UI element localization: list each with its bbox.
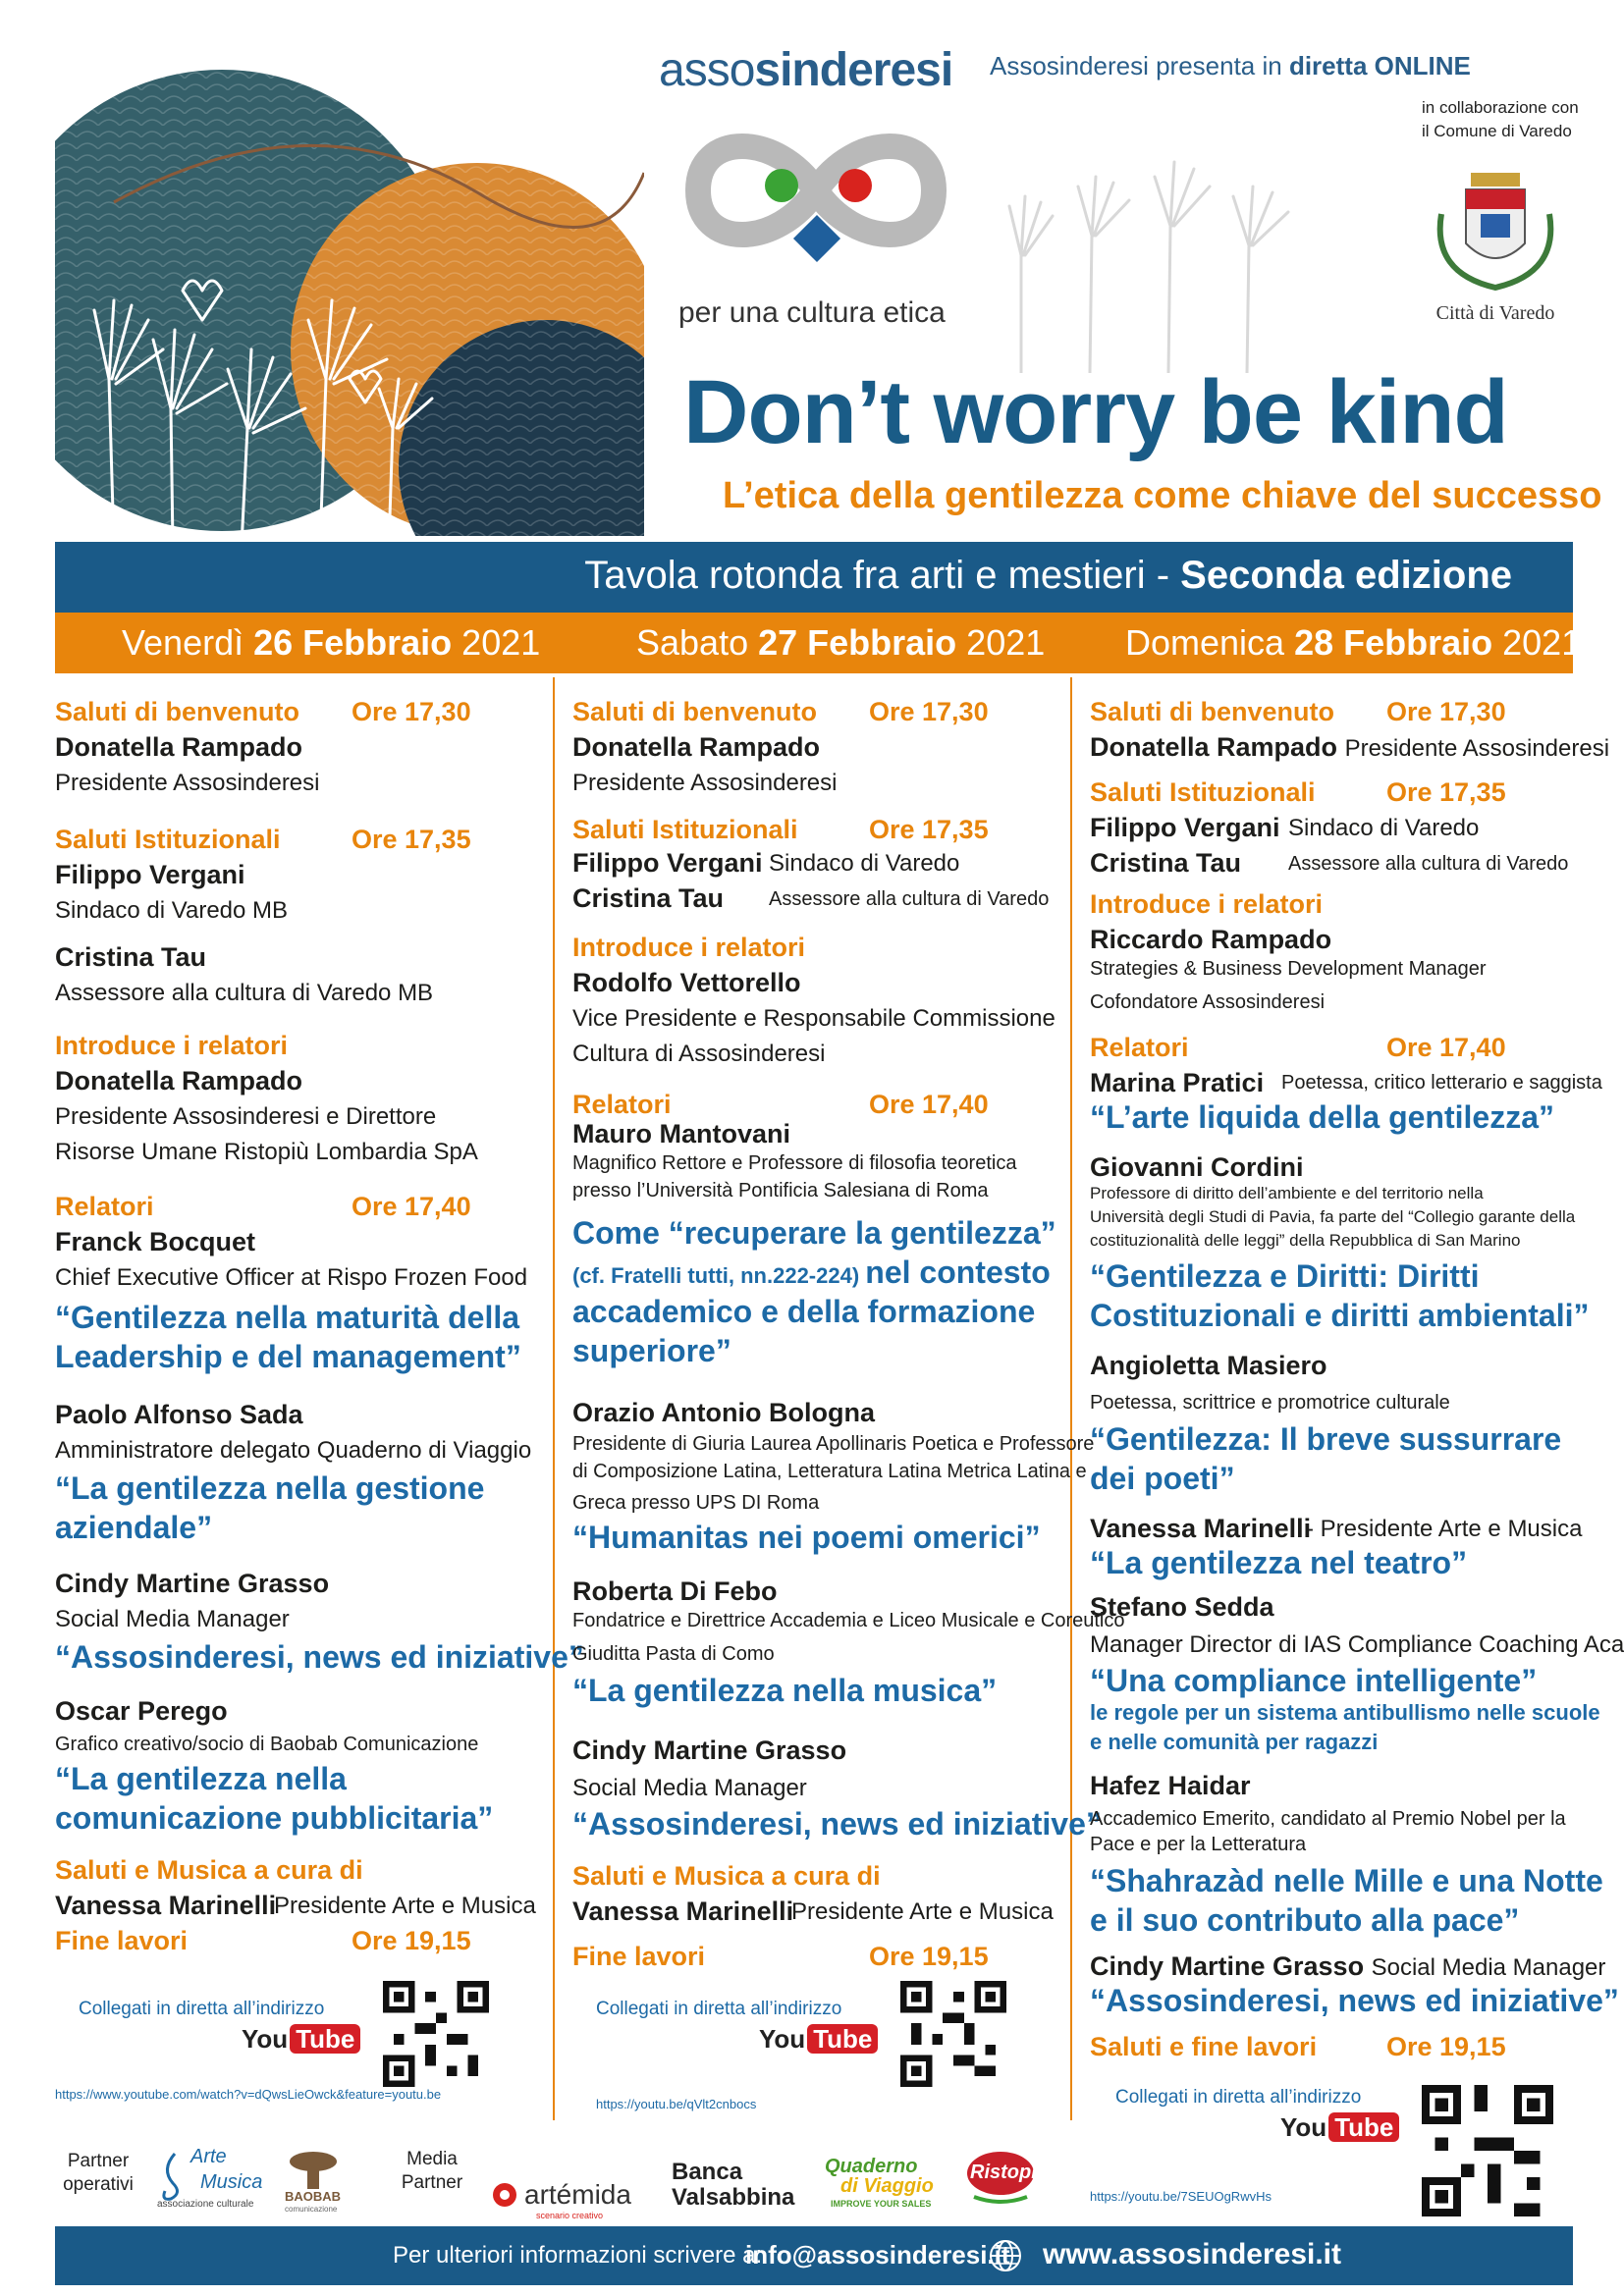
footer-info-text: Per ulteriori informazioni scrivere a: [393, 2242, 763, 2269]
time-label: Ore 17,35 [869, 815, 989, 844]
time-label: Ore 17,30 [352, 697, 471, 726]
speaker-role: Magnifico Rettore e Professore di filosofia teoretica [572, 1152, 1017, 1174]
hands-illustration [55, 55, 644, 575]
talk-title: “Una compliance intelligente” [1090, 1663, 1538, 1698]
talk-subtitle: e nelle comunità per ragazzi [1090, 1730, 1379, 1754]
musica-text: Musica [200, 2171, 263, 2193]
talk-title: “La gentilezza nella [55, 1761, 347, 1796]
day-2: Sabato 27 Febbraio 2021 [636, 622, 1046, 663]
ristopiu-text: Ristopiù [970, 2162, 1049, 2183]
talk-title: Come “recuperare la gentilezza” [572, 1215, 1056, 1251]
citta-di-varedo: Città di Varedo [1435, 302, 1555, 324]
talk-title-part: nel contesto [865, 1255, 1051, 1290]
day-1: Venerdì 26 Febbraio 2021 [122, 622, 541, 663]
speaker-role: Amministratore delegato Quaderno di Viaggio [55, 1437, 532, 1464]
speaker-role: Greca presso UPS DI Roma [572, 1492, 820, 1514]
speaker-name: Riccardo Rampado [1090, 925, 1332, 954]
youtube-you: You [759, 2024, 806, 2054]
speaker-role: Sindaco di Varedo [1288, 815, 1480, 841]
speaker-name: Orazio Antonio Bologna [572, 1398, 875, 1427]
collaboration-note [1422, 96, 1579, 143]
section-label: Saluti e Musica a cura di [572, 1861, 881, 1891]
speaker-name: Donatella Rampado [55, 732, 303, 762]
section-label: Saluti di benvenuto [1090, 697, 1335, 726]
speaker-name: Cindy Martine Grasso [55, 1569, 330, 1598]
footer-email-link[interactable]: info@assosinderesi.it [745, 2240, 1010, 2269]
talk-title: superiore” [572, 1333, 731, 1368]
youtube-tube: Tube [1328, 2112, 1399, 2142]
speaker-name: Cristina Tau [572, 883, 725, 913]
section-label: Saluti di benvenuto [572, 697, 818, 726]
speaker-name: Cindy Martine Grasso [572, 1735, 847, 1765]
youtube-you: You [242, 2024, 289, 2054]
talk-title: “La gentilezza nella gestione [55, 1470, 485, 1506]
partner-label-line: operativi [63, 2174, 134, 2195]
youtube-tube: Tube [290, 2024, 360, 2054]
column-divider [553, 677, 555, 2120]
talk-title [572, 1253, 1051, 1296]
collab-line-2: il Comune di Varedo [1422, 122, 1572, 140]
youtube-url[interactable]: https://www.youtube.com/watch?v=dQwsLieOwck&feature=youtu.be [55, 2087, 442, 2102]
collab-line-1: in collaborazione con [1422, 98, 1579, 117]
edition-band [55, 542, 1573, 613]
talk-title: Leadership e del management” [55, 1339, 521, 1374]
speaker-role: Presidente Assosinderesi e Direttore [55, 1103, 437, 1130]
time-label: Ore 17,35 [1386, 777, 1506, 807]
speaker-role: Presidente Assosinderesi [572, 770, 838, 796]
days-band [55, 613, 1582, 673]
talk-title: accademico e della formazione [572, 1294, 1036, 1329]
talk-subtitle: le regole per un sistema antibullismo nelle scuole [1090, 1700, 1600, 1725]
time-label: Ore 17,40 [1386, 1033, 1506, 1062]
speaker-role: Pace e per la Letteratura [1090, 1834, 1307, 1855]
live-link-label: Collegati in diretta all’indirizzo [1115, 2087, 1362, 2108]
talk-title: “Shahrazàd nelle Mille e una Notte [1090, 1863, 1603, 1898]
assosinderesi-logo [659, 43, 983, 329]
speaker-name: Donatella Rampado [55, 1066, 303, 1095]
section-label: Saluti Istituzionali [1090, 777, 1316, 807]
speaker-name: Vanessa Marinelli [572, 1896, 794, 1926]
time-label: Ore 17,40 [869, 1090, 989, 1119]
quaderno-di-viaggio-logo [821, 2148, 943, 2213]
time-label: Ore 19,15 [352, 1926, 471, 1955]
ristopiu-logo [964, 2150, 1053, 2209]
speaker-role: Presidente Assosinderesi [55, 770, 320, 796]
speaker-name: Rodolfo Vettorello [572, 968, 801, 997]
youtube-tube: Tube [807, 2024, 878, 2054]
speaker-role: - Presidente Arte e Musica [1306, 1516, 1583, 1542]
speaker-role: Risorse Umane Ristopiù Lombardia SpA [55, 1139, 478, 1165]
talk-title: comunicazione pubblicitaria” [55, 1800, 494, 1836]
qr-code-icon[interactable] [1422, 2085, 1553, 2216]
baobab-logo [281, 2150, 346, 2215]
talk-title: “Gentilezza nella maturità della [55, 1300, 520, 1335]
speaker-role: Presidente Arte e Musica [791, 1898, 1054, 1925]
presenta-line: Assosinderesi presenta in diretta ONLINE [990, 51, 1471, 80]
speaker-role: Assessore alla cultura di Varedo [769, 888, 1050, 910]
section-label: Fine lavori [572, 1942, 706, 1971]
day-3: Domenica 28 Febbraio 2021 [1125, 622, 1582, 663]
youtube-you: You [1280, 2112, 1327, 2142]
speaker-name: Vanessa Marinelli [55, 1891, 277, 1920]
valsabbina-text: Valsabbina [672, 2184, 795, 2211]
section-label: Saluti di benvenuto [55, 697, 300, 726]
talk-title: “Gentilezza e Diritti: Diritti [1090, 1258, 1480, 1294]
speaker-name: Hafez Haidar [1090, 1771, 1251, 1800]
speaker-role: Vice Presidente e Responsabile Commissione [572, 1005, 1056, 1032]
varedo-crest-icon [1422, 155, 1569, 293]
footer-website-link[interactable]: www.assosinderesi.it [1043, 2238, 1341, 2270]
speaker-role: Social Media Manager [55, 1606, 290, 1632]
speaker-name: Marina Pratici [1090, 1068, 1265, 1097]
talk-title: “Assosinderesi, news ed iniziative” [572, 1806, 1102, 1842]
speaker-role: Social Media Manager [1371, 1954, 1606, 1981]
speaker-name-text: Cindy Martine Grasso [1090, 1951, 1365, 1981]
speaker-name: Cristina Tau [55, 942, 207, 972]
live-link-label: Collegati in diretta all’indirizzo [596, 1999, 842, 2019]
edition-text: Tavola rotonda fra arti e mestieri - Seconda edizione [584, 554, 1512, 597]
section-label: Introduce i relatori [55, 1031, 289, 1060]
speaker-name-text: Donatella Rampado [1090, 732, 1338, 762]
speaker-role: Poetessa, critico letterario e saggista [1281, 1072, 1602, 1094]
speaker-role: Professore di diritto dell’ambiente e del territorio nella [1090, 1184, 1484, 1202]
talk-title: “L’arte liquida della gentilezza” [1090, 1099, 1554, 1135]
section-label: Fine lavori [55, 1926, 189, 1955]
speaker-role: presso l’Università Pontificia Salesiana di Roma [572, 1180, 989, 1201]
partner-operativi-label [59, 2150, 137, 2197]
time-label: Ore 19,15 [869, 1942, 989, 1971]
speaker-role: costituzionalità delle leggi” della Repubblica di San Marino [1090, 1231, 1521, 1250]
speaker-role: Fondatrice e Direttrice Accademia e Liceo Musicale e Coreutico [572, 1610, 1125, 1631]
speaker-role: Sindaco di Varedo [769, 850, 960, 877]
partner-label-line: Media [406, 2149, 458, 2169]
speaker-role: Sindaco di Varedo MB [55, 897, 289, 924]
viaggio-text: di Viaggio [840, 2175, 934, 2197]
speaker-name: Vanessa Marinelli [1090, 1514, 1312, 1543]
speaker-role: di Composizione Latina, Letteratura Latina Metrica Latina e [572, 1461, 1087, 1482]
speaker-role: Assessore alla cultura di Varedo [1288, 853, 1569, 875]
qr-code-icon[interactable] [383, 1981, 489, 2087]
time-label: Ore 17,30 [869, 697, 989, 726]
speaker-name: Mauro Mantovani [572, 1119, 791, 1148]
youtube-logo[interactable] [242, 2024, 360, 2055]
speaker-name [1090, 732, 1609, 763]
time-label: Ore 17,40 [352, 1192, 471, 1221]
speaker-name: Filippo Vergani [55, 860, 245, 889]
white-hands-icon [992, 137, 1326, 373]
talk-title: “Humanitas nei poemi omerici” [572, 1520, 1041, 1555]
talk-title: “La gentilezza nella musica” [572, 1673, 998, 1708]
column-divider [1070, 677, 1072, 2120]
talk-title: “La gentilezza nel teatro” [1090, 1545, 1468, 1580]
speaker-role: Cofondatore Assosinderesi [1090, 991, 1326, 1013]
youtube-logo[interactable] [759, 2024, 878, 2055]
talk-title: “Gentilezza: Il breve sussurrare [1090, 1421, 1562, 1457]
time-label: Ore 17,35 [352, 825, 471, 854]
event-subtitle: L’etica della gentilezza come chiave del successo [723, 475, 1602, 516]
speaker-role: Assessore alla cultura di Varedo MB [55, 980, 434, 1006]
artemida-sub-text: scenario creativo [536, 2211, 604, 2220]
section-label: Saluti Istituzionali [572, 815, 798, 844]
speaker-name [1090, 1951, 1605, 1982]
talk-title: “Assosinderesi, news ed iniziative” [55, 1639, 584, 1675]
section-label: Saluti e Musica a cura di [55, 1855, 363, 1885]
section-label: Relatori [572, 1090, 672, 1119]
speaker-role: Poetessa, scrittrice e promotrice culturale [1090, 1392, 1450, 1414]
media-partner-label [393, 2148, 471, 2195]
section-label: Relatori [1090, 1033, 1189, 1062]
event-title: Don’t worry be kind [683, 362, 1508, 462]
speaker-name: Oscar Perego [55, 1696, 228, 1726]
footer-bar [55, 2226, 1573, 2285]
speaker-name: Filippo Vergani [1090, 813, 1280, 842]
speaker-role: Università degli Studi di Pavia, fa parte del “Collegio garante della [1090, 1207, 1576, 1226]
section-label: Saluti e fine lavori [1090, 2032, 1318, 2061]
speaker-role: Strategies & Business Development Manager [1090, 958, 1487, 980]
live-link-label: Collegati in diretta all’indirizzo [79, 1999, 325, 2019]
artemida-logo [491, 2179, 658, 2222]
baobab-sub-text: comunicazione [285, 2205, 338, 2214]
arte-text: Arte [190, 2146, 227, 2167]
speaker-role: Giuditta Pasta di Como [572, 1643, 775, 1665]
artemida-mark-icon [491, 2181, 518, 2209]
infinity-logo-icon [669, 112, 963, 289]
section-label: Introduce i relatori [572, 933, 806, 962]
banca-text: Banca [672, 2159, 743, 2185]
speaker-role: Presidente Assosinderesi [1344, 735, 1610, 762]
baobab-tree-icon [287, 2150, 340, 2189]
talk-note: (cf. Fratelli tutti, nn.222-224) [572, 1263, 866, 1288]
partner-label-line: Partner [67, 2151, 130, 2171]
talk-title: aziendale” [55, 1510, 213, 1545]
qr-code-icon[interactable] [900, 1981, 1006, 2087]
section-label: Introduce i relatori [1090, 889, 1324, 919]
youtube-url[interactable]: https://youtu.be/qVlt2cnbocs [596, 2097, 757, 2111]
globe-icon [988, 2238, 1023, 2273]
artemida-text: artémida [524, 2179, 631, 2210]
speaker-name: Giovanni Cordini [1090, 1152, 1304, 1182]
quaderno-text: Quaderno [825, 2156, 918, 2177]
talk-title: e il suo contributo alla pace” [1090, 1902, 1520, 1938]
speaker-name: Franck Bocquet [55, 1227, 256, 1256]
speaker-role: Presidente Arte e Musica [274, 1893, 536, 1919]
partner-label-line: Partner [401, 2172, 463, 2193]
quaderno-sub-text: IMPROVE YOUR SALES [831, 2199, 932, 2209]
speaker-name: Angioletta Masiero [1090, 1351, 1327, 1380]
speaker-role: Social Media Manager [572, 1775, 807, 1801]
speaker-role: Accademico Emerito, candidato al Premio Nobel per la [1090, 1808, 1566, 1830]
logo-wordmark: assosinderesi [659, 44, 953, 96]
speaker-name: Stefano Sedda [1090, 1592, 1274, 1622]
banca-valsabbina-logo [672, 2160, 809, 2218]
logo-tagline: per una cultura etica [678, 296, 946, 329]
section-label: Saluti Istituzionali [55, 825, 281, 854]
time-label: Ore 17,30 [1386, 697, 1506, 726]
speaker-name: Donatella Rampado [572, 732, 821, 762]
section-label: Relatori [55, 1192, 154, 1221]
youtube-url[interactable]: https://youtu.be/7SEUOgRwvHs [1090, 2189, 1272, 2204]
speaker-role: Grafico creativo/socio di Baobab Comunicazione [55, 1734, 479, 1755]
speaker-name: Paolo Alfonso Sada [55, 1400, 303, 1429]
youtube-logo[interactable] [1280, 2112, 1399, 2143]
speaker-name: Filippo Vergani [572, 848, 763, 878]
speaker-role: Manager Director di IAS Compliance Coaching Aca [1090, 1631, 1624, 1658]
speaker-role: Presidente di Giuria Laurea Apollinaris Poetica e Professore [572, 1433, 1095, 1455]
baobab-text: BAOBAB [285, 2189, 342, 2204]
talk-title: dei poeti” [1090, 1461, 1235, 1496]
time-label: Ore 19,15 [1386, 2032, 1506, 2061]
arte-musica-logo [157, 2146, 275, 2215]
speaker-name: Cristina Tau [1090, 848, 1242, 878]
speaker-name: Roberta Di Febo [572, 1576, 778, 1606]
speaker-role: Cultura di Assosinderesi [572, 1041, 826, 1067]
talk-title: “Assosinderesi, news ed iniziative” [1090, 1983, 1619, 2018]
arte-sub-text: associazione culturale [157, 2199, 254, 2210]
talk-title: Costituzionali e diritti ambientali” [1090, 1298, 1590, 1333]
speaker-role: Chief Executive Officer at Rispo Frozen Food [55, 1264, 528, 1291]
